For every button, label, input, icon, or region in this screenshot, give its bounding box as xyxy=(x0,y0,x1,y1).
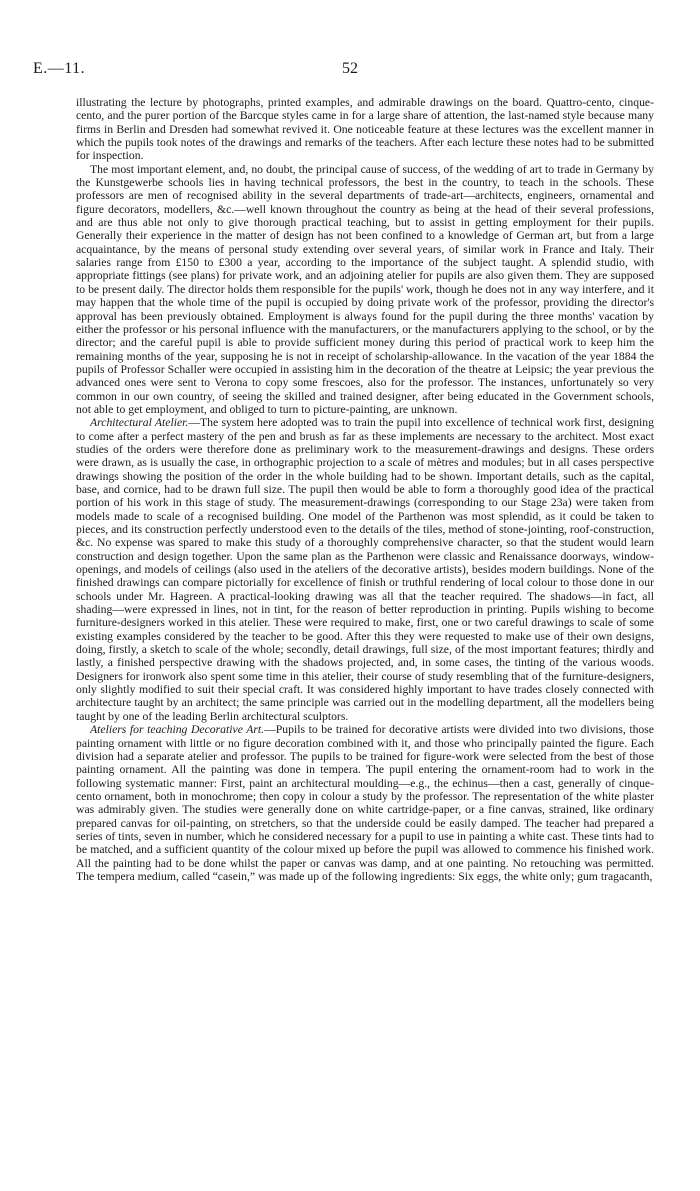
section-heading: Architectural Atelier. xyxy=(90,416,189,430)
page-header xyxy=(33,60,667,82)
paragraph-text: —The system here adopted was to train the pupil into excellence of technical work first, designing to come after a perfect mastery of the pen and brush as far as these implements are necessary to the architect. Most exact studies of the orders were therefore done as preliminary work to the measurement-drawings and designs. These orders were drawn, as is usually the case, in orthographic projection to a scale of mètres and modules; but in all cases perspective drawings showing the position of the order in the whole building had to be shown. Important details, such as the capital, base, and cornice, had to be drawn full size. The pupil then would be able to form a thoroughly good idea of the practical portion of his work in this stage of study. The measurement-drawings (corresponding to our Stage 23a) were taken from models made to scale of a recognised building. One model of the Parthenon was most splendid, as it could be taken to pieces, and its construction perfectly understood even to the details of the tiles, method of stone-jointing, roof-construction, &c. No expense was spared to make this study of a thoroughly comprehensive character, so that the student would learn construction and design together. Upon the same plan as the Parthenon were classic and Renaissance doorways, window-openings, and models of ceilings (also used in the ateliers of the decorative artists), besides modern buildings. None of the finished drawings can compare pictorially for excellence of finish or truthful rendering of local colour to those done in our schools under Mr. Hagreen. A practical-looking drawing was all that the teacher required. The shadows—in fact, all shading—were expressed in lines, not in tint, for the reason of better reproduction in printing. Pupils wishing to become furniture-designers worked in this atelier. These were required to make, first, one or two careful drawings to scale of some existing examples considered by the teacher to be good. After this they were requested to make use of their own designs, doing, firstly, a sketch to scale of the whole; secondly, detail drawings, full size, of the most important features; thirdly and lastly, a finished perspective drawing with the shadows projected, and, in some cases, the tinting of the various woods. Designers for ironwork also spent some time in this atelier, their course of study resembling that of the furniture-designers, only slightly modified to suit their special craft. It was considered highly important to have trades closely connected with architecture taught by an architect; the same principle was carried out in the modelling department, all the modellers being taught by one of the leading Berlin architectural sculptors. xyxy=(76,416,654,723)
page-number: 52 xyxy=(342,60,358,77)
paragraph-decorative-art-ateliers xyxy=(76,723,654,883)
paragraph-text: illustrating the lecture by photographs, printed examples, and admirable drawings on the board. Quattro-cento, cinque-cento, and the purer portion of the Barcque styles came in for a large share of attention, the last-named style because many firms in Berlin and Dresden had somewhat revived it. One noticeable feature at these lectures was the excellent manner in which the pupils took notes of the drawings and remarks of the teachers. After each lecture these notes had to be submitted for inspection. xyxy=(76,96,654,163)
paragraph-lecture-continuation xyxy=(76,96,654,163)
paragraph-technical-professors xyxy=(76,163,654,417)
paragraph-text: —Pupils to be trained for decorative artists were divided into two divisions, those painting ornament with little or no figure decoration combined with it, and those who principally painted the figure. Each division had a separate atelier and professor. The pupils to be trained for figure-work were selected from the best of those painting ornament. All the painting was done in tempera. The pupil entering the ornament-room had to work in the following systematic manner: First, paint an architectural moulding—e.g., the echinus—then a cast, generally of cinque-cento ornament, both in monochrome; then copy in colour a study by the professor. The representation of the white plaster was admirably given. The studies were generally done on white cartridge-paper, or a fine canvas, strained, like ordinary prepared canvas for oil-painting, on stretchers, so that the underside could be easily damped. The teacher had prepared a series of tints, seven in number, which he considered necessary for a pupil to use in painting a white cast. These tints had to be matched, and a sufficient quantity of the colour mixed up before the pupil was allowed to commence his finished work. All the painting had to be done whilst the paper or canvas was damp, and at one painting. No retouching was permitted. The tempera medium, called “casein,” was made up of the following ingredients: Six eggs, the white only; gum tragacanth, xyxy=(76,723,654,883)
paragraph-text: The most important element, and, no doubt, the principal cause of success, of the wedding of art to trade in Germany by the Kunstgewerbe schools lies in having technical professors, the best in the country, to teach in the schools. These professors are men of recognised ability in the several departments of trade-art—architects, engineers, ornamental and figure decorators, modellers, &c.—well known throughout the country as being at the head of their several professions, and are thus able not only to give thorough practical teaching, but to assist in getting employment for their pupils. Generally their experience in the matter of design has not been confined to a knowledge of German art, but from a large acquaintance, by the means of personal study extending over several years, of similar work in France and Italy. Their salaries range from £150 to £300 a year, according to the importance of the subject taught. A splendid studio, with appropriate fittings (see plans) for private work, and an adjoining atelier for pupils are also given them. They are supposed to be present daily. The director holds them responsible for the pupils' work, though he does not in any way interfere, and it may happen that the whole time of the pupil is occupied by doing private work of the professor, providing the director's approval has been previously obtained. Employment is always found for the pupil during the three months' vacation by either the professor or his personal influence with the manufacturers, or the manufacturers applying to the school, or by the director; and the careful pupil is able to provide sufficient money during this period of practical work to keep him the remaining months of the year, supposing he is not in receipt of scholarship-allowance. In the vacation of the year 1884 the pupils of Professor Schaller were occupied in assisting him in the decoration of the theatre at Leipsic; the year previous the advanced ones were sent to Verona to copy some frescoes, also for the professor. The instances, unfortunately so very common in our own country, of seeing the skilled and trained designer, after being educated in the Government schools, not able to get employment, and obliged to turn to picture-painting, are unknown. xyxy=(76,162,654,416)
body-text xyxy=(76,96,654,883)
document-reference: E.—11. xyxy=(33,60,86,77)
section-heading: Ateliers for teaching Decorative Art. xyxy=(90,723,265,737)
paragraph-architectural-atelier xyxy=(76,416,654,723)
